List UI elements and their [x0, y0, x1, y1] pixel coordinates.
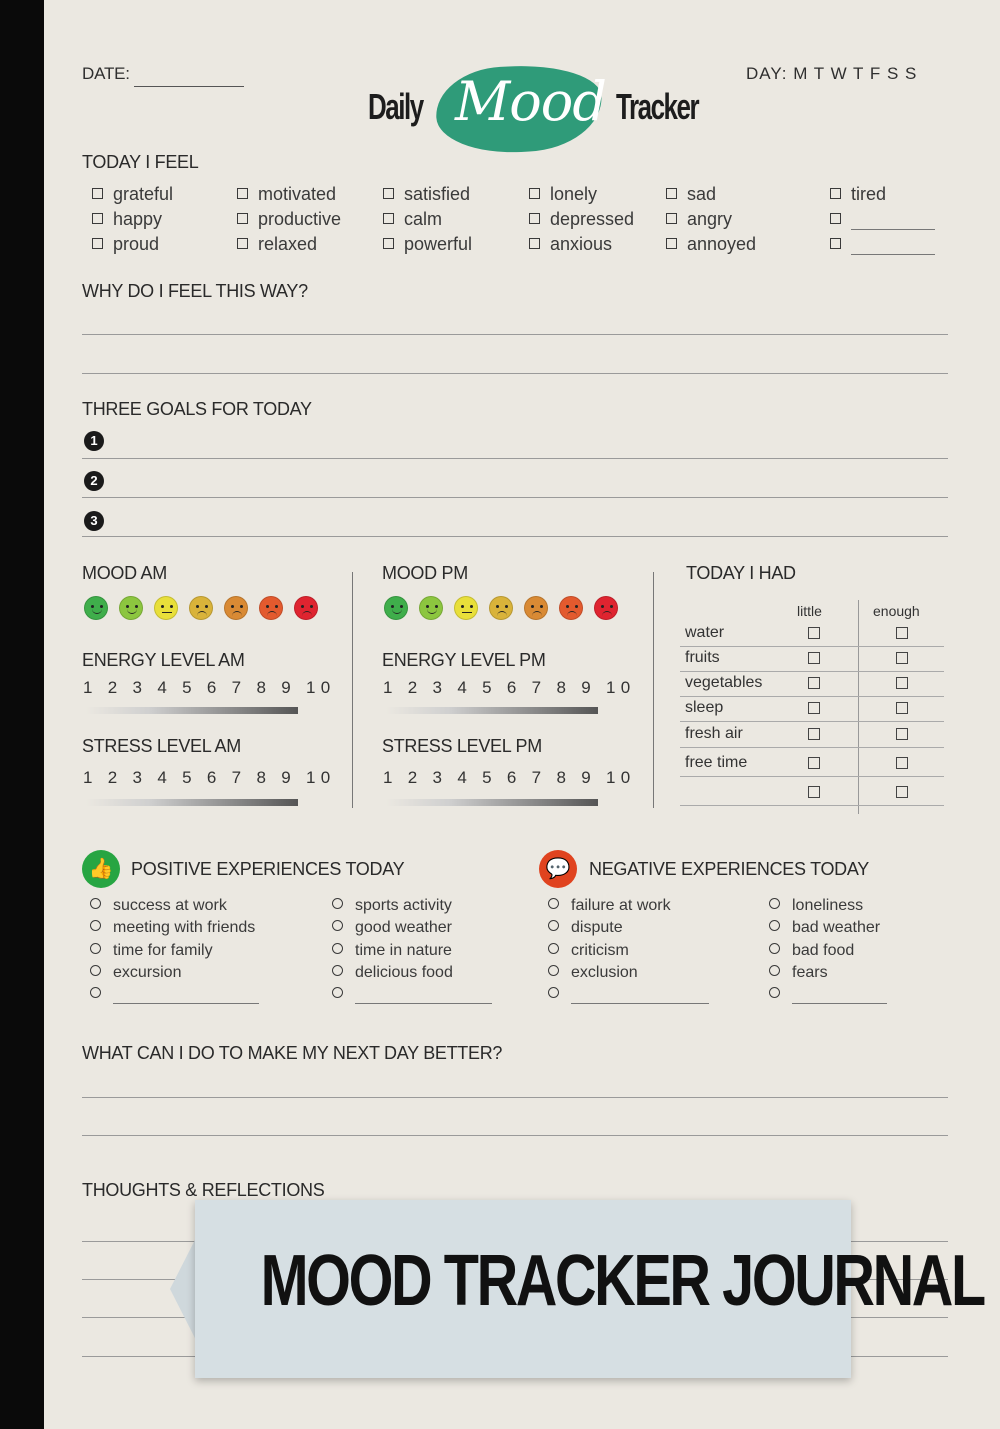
stress-am-scale[interactable]: 1 2 3 4 5 6 7 8 9 10	[83, 768, 336, 787]
title-mood: Mood	[455, 70, 606, 133]
checkbox[interactable]	[237, 238, 248, 249]
slightly-sad-face-icon[interactable]	[189, 596, 213, 620]
feel-option[interactable]: grateful	[92, 184, 173, 205]
feel-option[interactable]: productive	[237, 209, 341, 230]
feel-option-blank[interactable]	[830, 209, 935, 230]
very-happy-face-icon[interactable]	[84, 596, 108, 620]
checkbox[interactable]	[830, 238, 841, 249]
angry-face-icon[interactable]	[594, 596, 618, 620]
checkbox[interactable]	[666, 213, 677, 224]
had-row: fruits	[680, 645, 944, 672]
stress-am-heading: STRESS LEVEL AM	[82, 736, 241, 756]
goal-number-2: 2	[84, 471, 104, 491]
checkbox[interactable]	[383, 188, 394, 199]
positive-option[interactable]: time for family	[90, 942, 213, 960]
radio[interactable]	[548, 898, 559, 909]
blank-line[interactable]	[355, 987, 492, 1004]
positive-option[interactable]: good weather	[332, 919, 452, 937]
enough-checkbox[interactable]	[896, 757, 908, 769]
neutral-face-icon[interactable]	[154, 596, 178, 620]
radio[interactable]	[90, 898, 101, 909]
negative-option[interactable]: failure at work	[548, 897, 671, 915]
blank-line[interactable]	[851, 236, 935, 255]
goal-number-3: 3	[84, 511, 104, 531]
mood-pm-heading: MOOD PM	[382, 563, 468, 583]
positive-option-blank[interactable]	[90, 986, 259, 1004]
checkbox[interactable]	[383, 238, 394, 249]
feel-option[interactable]: depressed	[529, 209, 634, 230]
had-row: fresh air	[680, 721, 944, 748]
negative-option[interactable]: fears	[769, 964, 828, 982]
feel-option[interactable]: powerful	[383, 234, 472, 255]
checkbox[interactable]	[529, 188, 540, 199]
little-checkbox[interactable]	[808, 757, 820, 769]
speech-bubble-icon: 💬	[539, 850, 577, 888]
positive-option-blank[interactable]	[332, 986, 492, 1004]
energy-am-scale[interactable]: 1 2 3 4 5 6 7 8 9 10	[83, 678, 336, 697]
had-row-blank	[680, 779, 944, 806]
radio[interactable]	[769, 965, 780, 976]
banner-title: MOOD TRACKER JOURNAL	[260, 1241, 984, 1321]
angry-face-icon[interactable]	[294, 596, 318, 620]
feel-option[interactable]: lonely	[529, 184, 597, 205]
positive-option[interactable]: sports activity	[332, 897, 452, 915]
negative-option[interactable]: dispute	[548, 919, 623, 937]
today-i-had-heading: TODAY I HAD	[686, 563, 796, 583]
radio[interactable]	[332, 898, 343, 909]
feel-option[interactable]: angry	[666, 209, 732, 230]
title-tracker: Tracker	[616, 86, 699, 127]
little-checkbox[interactable]	[808, 702, 820, 714]
book-spine	[0, 0, 44, 1429]
date-label: DATE:	[82, 64, 130, 83]
stress-pm-heading: STRESS LEVEL PM	[382, 736, 542, 756]
energy-am-gradient	[86, 707, 298, 714]
energy-pm-scale[interactable]: 1 2 3 4 5 6 7 8 9 10	[383, 678, 636, 697]
blank-line[interactable]	[113, 987, 259, 1004]
checkbox[interactable]	[830, 213, 841, 224]
day-label: DAY: M T W T F S S	[746, 64, 918, 83]
feel-option[interactable]: happy	[92, 209, 162, 230]
title-banner	[195, 1200, 984, 1378]
positive-option[interactable]: delicious food	[332, 964, 453, 982]
checkbox[interactable]	[92, 188, 103, 199]
radio[interactable]	[769, 898, 780, 909]
why-heading: WHY DO I FEEL THIS WAY?	[82, 281, 308, 301]
positive-option[interactable]: success at work	[90, 897, 227, 915]
enough-checkbox[interactable]	[896, 677, 908, 689]
mood-am-faces	[84, 596, 329, 625]
title-daily: Daily	[368, 86, 423, 127]
radio[interactable]	[548, 965, 559, 976]
upset-face-icon[interactable]	[559, 596, 583, 620]
negative-option[interactable]: exclusion	[548, 964, 638, 982]
feel-option[interactable]: proud	[92, 234, 159, 255]
goals-heading: THREE GOALS FOR TODAY	[82, 399, 312, 419]
stress-pm-gradient	[386, 799, 598, 806]
radio[interactable]	[769, 920, 780, 931]
neutral-face-icon[interactable]	[454, 596, 478, 620]
enough-checkbox[interactable]	[896, 627, 908, 639]
negative-option-blank[interactable]	[548, 986, 709, 1004]
radio[interactable]	[90, 987, 101, 998]
had-row: sleep	[680, 695, 944, 722]
checkbox[interactable]	[92, 238, 103, 249]
goal-line[interactable]	[82, 497, 948, 498]
writing-line[interactable]	[82, 1135, 948, 1136]
energy-pm-gradient	[386, 707, 598, 714]
stress-pm-scale[interactable]: 1 2 3 4 5 6 7 8 9 10	[383, 768, 636, 787]
goal-number-1: 1	[84, 431, 104, 451]
feel-option[interactable]: relaxed	[237, 234, 317, 255]
positive-heading: POSITIVE EXPERIENCES TODAY	[131, 859, 405, 879]
negative-option[interactable]: criticism	[548, 942, 629, 960]
enough-checkbox[interactable]	[896, 652, 908, 664]
had-row: water	[680, 620, 944, 647]
date-line[interactable]	[134, 86, 244, 87]
radio[interactable]	[90, 920, 101, 931]
feel-option[interactable]: calm	[383, 209, 442, 230]
feel-option-blank[interactable]	[830, 234, 935, 255]
sad-face-icon[interactable]	[224, 596, 248, 620]
energy-pm-heading: ENERGY LEVEL PM	[382, 650, 546, 670]
goal-line[interactable]	[82, 536, 948, 537]
mood-am-heading: MOOD AM	[82, 563, 167, 583]
next-day-heading: WHAT CAN I DO TO MAKE MY NEXT DAY BETTER?	[82, 1043, 503, 1063]
enough-checkbox[interactable]	[896, 728, 908, 740]
negative-option[interactable]: bad weather	[769, 919, 880, 937]
blank-line[interactable]	[792, 987, 887, 1004]
radio[interactable]	[90, 943, 101, 954]
checkbox[interactable]	[237, 188, 248, 199]
column-divider	[352, 572, 353, 808]
positive-option[interactable]: time in nature	[332, 942, 452, 960]
mood-pm-faces	[384, 596, 629, 625]
col-little-label: little	[797, 603, 822, 619]
checkbox[interactable]	[666, 238, 677, 249]
radio[interactable]	[769, 987, 780, 998]
stress-am-gradient	[86, 799, 298, 806]
checkbox[interactable]	[237, 213, 248, 224]
feel-option[interactable]: sad	[666, 184, 716, 205]
negative-heading: NEGATIVE EXPERIENCES TODAY	[589, 859, 869, 879]
little-checkbox[interactable]	[808, 652, 820, 664]
writing-line[interactable]	[82, 334, 948, 335]
little-checkbox[interactable]	[808, 786, 820, 798]
little-checkbox[interactable]	[808, 627, 820, 639]
negative-option-blank[interactable]	[769, 986, 887, 1004]
writing-line[interactable]	[82, 373, 948, 374]
happy-face-icon[interactable]	[419, 596, 443, 620]
column-divider	[653, 572, 654, 808]
little-checkbox[interactable]	[808, 677, 820, 689]
radio[interactable]	[332, 965, 343, 976]
radio[interactable]	[332, 920, 343, 931]
thumbs-up-icon: 👍	[82, 850, 120, 888]
positive-option[interactable]: meeting with friends	[90, 919, 255, 937]
writing-line[interactable]	[82, 1097, 948, 1098]
radio[interactable]	[769, 943, 780, 954]
blank-line[interactable]	[571, 987, 709, 1004]
col-enough-label: enough	[873, 603, 920, 619]
little-checkbox[interactable]	[808, 728, 820, 740]
feel-option[interactable]: tired	[830, 184, 886, 205]
radio[interactable]	[332, 987, 343, 998]
checkbox[interactable]	[92, 213, 103, 224]
feel-option[interactable]: motivated	[237, 184, 336, 205]
thoughts-heading: THOUGHTS & REFLECTIONS	[82, 1180, 325, 1200]
negative-option[interactable]: bad food	[769, 942, 854, 960]
sad-face-icon[interactable]	[524, 596, 548, 620]
checkbox[interactable]	[383, 213, 394, 224]
checkbox[interactable]	[529, 213, 540, 224]
radio[interactable]	[548, 987, 559, 998]
goal-line[interactable]	[82, 458, 948, 459]
slightly-sad-face-icon[interactable]	[489, 596, 513, 620]
blank-line[interactable]	[851, 211, 935, 230]
energy-am-heading: ENERGY LEVEL AM	[82, 650, 245, 670]
negative-option[interactable]: loneliness	[769, 897, 863, 915]
very-happy-face-icon[interactable]	[384, 596, 408, 620]
feel-option[interactable]: annoyed	[666, 234, 756, 255]
checkbox[interactable]	[529, 238, 540, 249]
checkbox[interactable]	[666, 188, 677, 199]
feel-option[interactable]: anxious	[529, 234, 612, 255]
feel-option[interactable]: satisfied	[383, 184, 470, 205]
enough-checkbox[interactable]	[896, 786, 908, 798]
checkbox[interactable]	[830, 188, 841, 199]
happy-face-icon[interactable]	[119, 596, 143, 620]
radio[interactable]	[548, 943, 559, 954]
upset-face-icon[interactable]	[259, 596, 283, 620]
positive-option[interactable]: excursion	[90, 964, 181, 982]
had-row: vegetables	[680, 670, 944, 697]
today-i-feel-heading: TODAY I FEEL	[82, 152, 199, 172]
radio[interactable]	[548, 920, 559, 931]
had-row: free time	[680, 750, 944, 777]
radio[interactable]	[90, 965, 101, 976]
radio[interactable]	[332, 943, 343, 954]
enough-checkbox[interactable]	[896, 702, 908, 714]
